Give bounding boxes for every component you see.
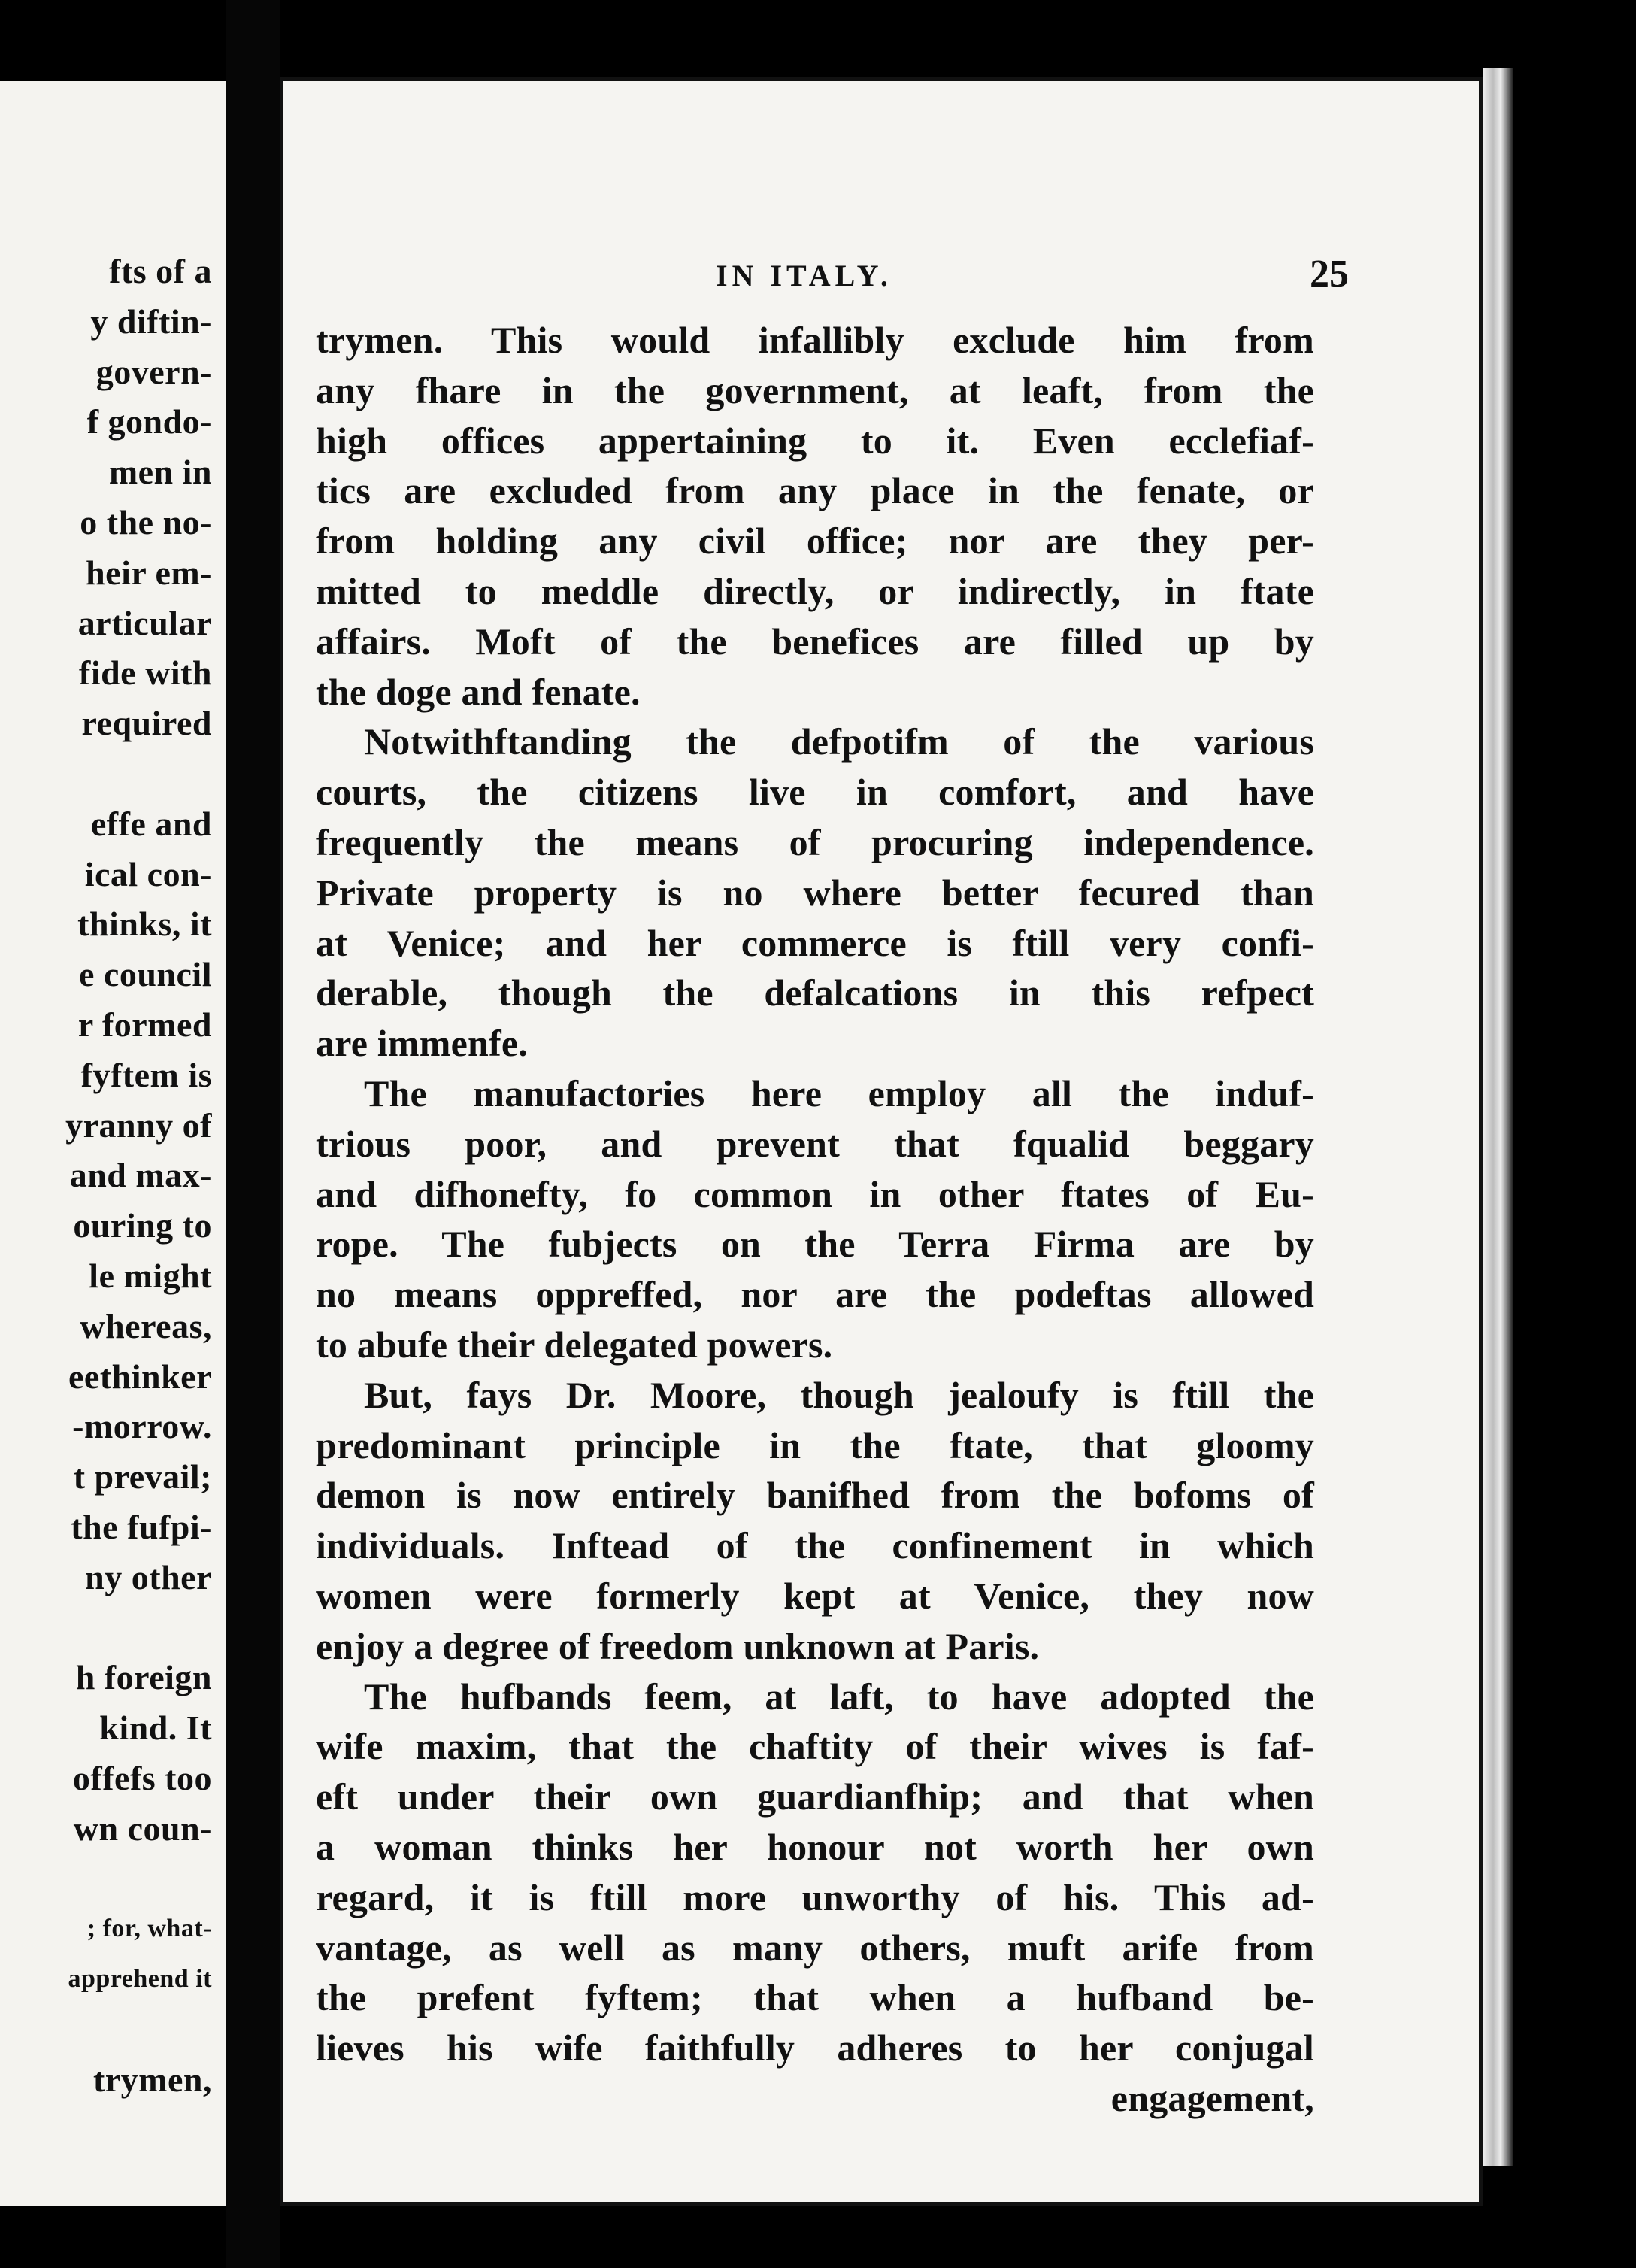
left-page-line: heir em- [86,553,212,592]
left-page-line: kind. It [99,1709,212,1748]
left-page-line [0,749,212,799]
left-page-line: the fufpi- [71,1507,212,1546]
left-page-line: govern- [95,352,212,391]
text-line: eft under their own guardianfhip; and that when [316,1775,1314,1818]
text-line: tics are excluded from any place in the fenate, or [316,469,1314,512]
text-line: to abufe their delegated powers. [316,1323,833,1366]
left-page-line: thinks, it [77,905,212,944]
text-line: at Venice; and her commerce is ftill very confi- [316,921,1314,964]
left-page-text [0,247,212,2105]
text-line: The manufactories here employ all the induf- [364,1072,1314,1114]
left-page-line: fyftem is [80,1055,212,1094]
text-line: no means oppreffed, nor are the podeftas allowed [316,1273,1314,1316]
left-page-line [0,2005,212,2055]
text-line: affairs. Moft of the benefices are filled up by [316,620,1314,663]
right-page [280,77,1483,2206]
left-page-fragment [0,81,226,2206]
text-line: regard, it is ftill more unworthy of his. This ad- [316,1875,1314,1918]
left-page-line: t prevail; [73,1457,212,1496]
text-line: courts, the citizens live in comfort, and have [316,771,1314,814]
left-page-line: wn coun- [73,1809,212,1848]
left-page-line: y diftin- [90,302,212,341]
left-page-line: yranny of [65,1105,212,1145]
text-line: the doge and fenate. [316,670,641,713]
text-line: trious poor, and prevent that fqualid beggary [316,1122,1314,1165]
text-line: individuals. Inftead of the confinement in which [316,1524,1314,1567]
left-page-line: le might [89,1256,212,1295]
text-line: mitted to meddle directly, or indirectly, in ftate [316,569,1314,612]
left-page-line: trymen, [92,2060,212,2099]
page-number: 25 [1310,253,1349,296]
text-line: are immenfe. [316,1022,528,1065]
running-head [280,253,1483,303]
left-page-line: effe and [90,804,212,843]
left-page-line: fts of a [109,252,212,290]
text-line: The hufbands feem, at laft, to have adopted the [364,1675,1314,1718]
left-page-line: e council [79,955,212,994]
left-page-line: eethinker [68,1357,212,1396]
left-page-line [0,1854,212,1905]
text-line: frequently the means of procuring independence. [316,820,1314,863]
left-page-line: fide with [79,653,212,693]
text-line: wife maxim, that the chaftity of their wives is faf- [316,1725,1314,1768]
left-page-line [0,1603,212,1654]
left-page-line: apprehend it [68,1965,212,1994]
text-line: engagement, [1110,2076,1314,2119]
left-page-line: men in [108,453,212,492]
body-text [316,315,1314,2124]
text-line: from holding any civil office; nor are they per- [316,520,1314,562]
left-page-line: ouring to [73,1206,212,1245]
text-line: lieves his wife faithfully adheres to her conjugal [316,2027,1314,2069]
left-page-line: r formed [77,1005,212,1044]
text-line: But, fays Dr. Moore, though jealoufy is ftill the [364,1373,1314,1416]
text-line: trymen. This would infallibly exclude him from [316,319,1314,361]
text-line: rope. The fubjects on the Terra Firma are by [316,1223,1314,1266]
text-line: and difhonefty, fo common in other ftates of Eu- [316,1172,1314,1215]
text-line: any fhare in the government, at leaft, from the [316,368,1314,411]
left-page-line: ; for, what- [86,1915,212,1943]
left-page-line: ny other [85,1557,212,1596]
text-line: Private property is no where better fecured than [316,871,1314,914]
page-edge [1483,68,1513,2166]
left-page-line: offefs too [72,1758,212,1797]
text-line: predominant principle in the ftate, that gloomy [316,1424,1314,1466]
left-page-line: and max- [69,1156,212,1195]
text-line: women were formerly kept at Venice, they now [316,1574,1314,1617]
text-line: high offices appertaining to it. Even ecclefiaf- [316,419,1314,462]
running-head-title: IN ITALY. [716,259,892,293]
text-line: a woman thinks her honour not worth her own [316,1825,1314,1868]
left-page-line: required [81,704,212,743]
left-page-line: whereas, [80,1306,212,1345]
left-page-line: articular [77,603,212,642]
text-line: vantage, as well as many others, muft arife from [316,1926,1314,1969]
text-line: derable, though the defalcations in this refpect [316,972,1314,1014]
text-line: demon is now entirely banifhed from the bofoms of [316,1474,1314,1517]
text-line: Notwithftanding the defpotifm of the various [364,720,1314,763]
book-binding-gutter [226,0,280,2268]
left-page-line: ical con- [84,854,212,893]
left-page-line: h foreign [75,1658,212,1697]
left-page-line: o the no- [80,502,212,541]
left-page-line: -morrow. [72,1407,212,1446]
left-page-line: f gondo- [86,402,212,441]
text-line: enjoy a degree of freedom unknown at Paris. [316,1624,1040,1667]
text-line: the prefent fyftem; that when a hufband be- [316,1976,1314,2019]
